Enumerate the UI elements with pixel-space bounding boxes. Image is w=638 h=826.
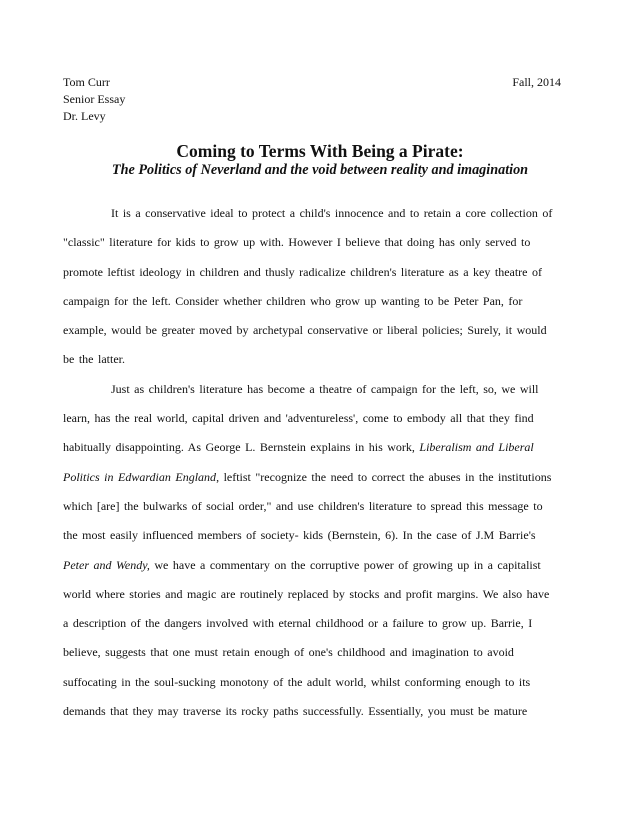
body-line: learn, has the real world, capital driven and 'adventureless', come to embody all that they find xyxy=(63,411,534,426)
essay-body xyxy=(63,199,573,726)
date: Fall, 2014 xyxy=(512,75,561,89)
body-line: world where stories and magic are routinely replaced by stocks and profit margins. We also have xyxy=(63,586,550,601)
essay-header xyxy=(63,74,563,125)
body-line: "classic" literature for kids to grow up with. However I believe that doing has only served to xyxy=(63,235,531,250)
body-line: believe, suggests that one must retain enough of one's childhood and imagination to avoid xyxy=(63,645,514,660)
body-line: Just as children's literature has become a theatre of campaign for the left, so, we will xyxy=(111,381,539,396)
book-title-italic: Peter and Wendy, xyxy=(63,557,150,572)
body-line xyxy=(63,463,573,492)
essay-subtitle: The Politics of Neverland and the void between reality and imagination xyxy=(111,162,529,178)
author-name: Tom Curr xyxy=(63,75,110,89)
body-line: example, would be greater moved by archetypal conservative or liberal policies; Surely, it would xyxy=(63,323,547,338)
body-line xyxy=(63,433,573,462)
body-text: , leftist "recognize the need to correct the abuses in the institutions xyxy=(216,469,552,484)
body-line: campaign for the left. Consider whether children who grow up wanting to be Peter Pan, for xyxy=(63,293,523,308)
body-line: suffocating in the soul-sucking monotony of the adult world, whilst conforming enough to its xyxy=(63,674,531,689)
instructor-name: Dr. Levy xyxy=(63,109,106,123)
essay-title: Coming to Terms With Being a Pirate: xyxy=(176,141,464,161)
course-name: Senior Essay xyxy=(63,92,126,106)
book-title-italic: Liberalism and Liberal xyxy=(419,440,534,455)
body-line: It is a conservative ideal to protect a child's innocence and to retain a core collection of xyxy=(111,206,553,220)
book-title-italic: Politics in Edwardian England xyxy=(63,469,217,484)
body-line: promote leftist ideology in children and thusly radicalize children's literature as a key theatre of xyxy=(63,264,542,279)
body-line: be the latter. xyxy=(63,352,125,367)
body-text: habitually disappointing. As George L. Bernstein explains in his work, xyxy=(63,440,420,455)
body-line: the most easily influenced members of society- kids (Bernstein, 6). In the case of J.M Barrie's xyxy=(63,528,536,543)
body-line: which [are] the bulwarks of social order," and use children's literature to spread this message to xyxy=(63,498,543,513)
body-line: demands that they may traverse its rocky paths successfully. Essentially, you must be mature xyxy=(63,704,528,719)
body-line xyxy=(63,551,573,580)
body-text: we have a commentary on the corruptive power of growing up in a capitalist xyxy=(149,557,541,572)
body-line: a description of the dangers involved with eternal childhood or a failure to grow up. Barrie, I xyxy=(63,616,533,631)
